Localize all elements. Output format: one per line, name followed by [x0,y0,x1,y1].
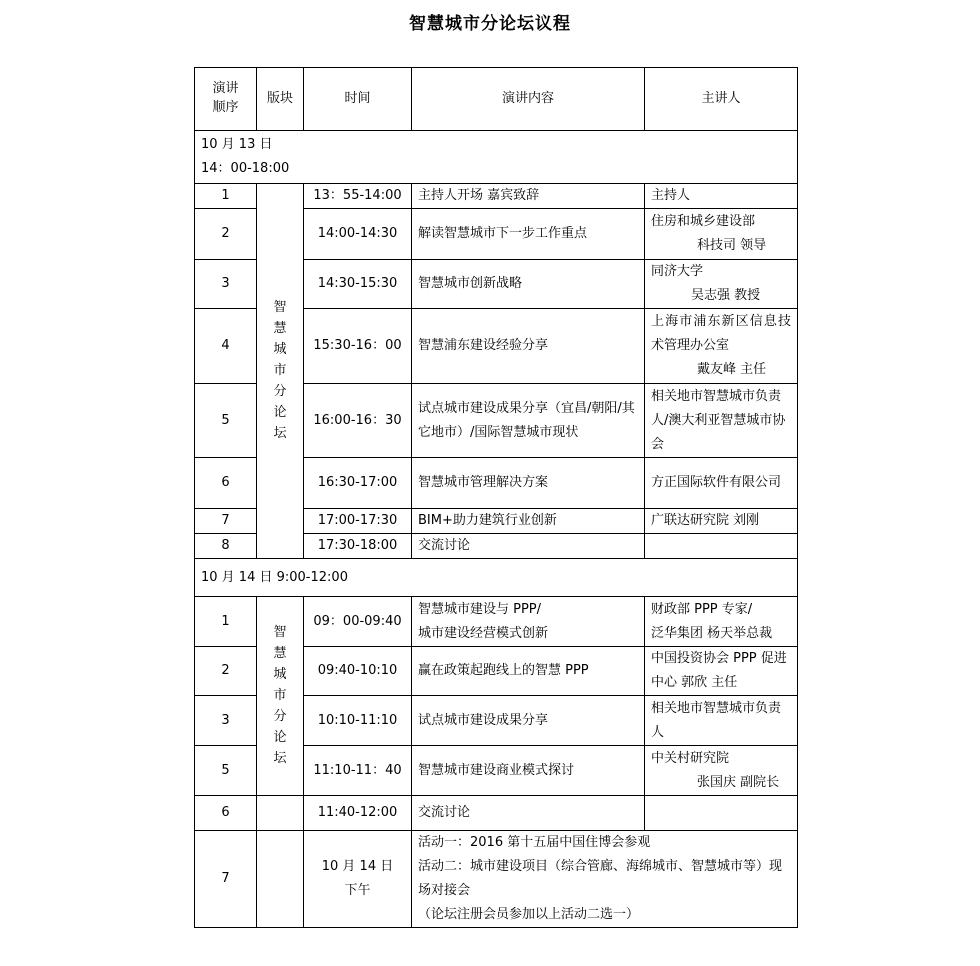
table-row: 6 11:40-12:00 交流讨论 [195,796,798,831]
header-section: 版块 [257,68,304,131]
table-row: 4 15:30-16：00 智慧浦东建设经验分享 上海市浦东新区信息技术管理办公室 戴友峰 主任 [195,309,798,384]
table-row: 1 智慧城市分论坛 09：00-09:40 智慧城市建设与 PPP/ 城市建设经营模式创新 财政部 PPP 专家/ 泛华集团 杨天举总裁 [195,597,798,647]
day2-date: 10 月 14 日 9:00-12:00 [195,559,798,597]
agenda-table [194,67,798,928]
day2-date-row [195,559,798,597]
day2-section-cell [257,597,304,796]
table-row: 3 14:30-15:30 智慧城市创新战略 同济大学 吴志强 教授 [195,260,798,309]
header-order: 演讲顺序 [195,68,257,131]
page-title: 智慧城市分论坛议程 [409,14,571,34]
day2-section-label: 智慧城市分论坛 [273,624,287,766]
activity-cell: 活动一：2016 第十五届中国住博会参观 活动二：城市建设项目（综合管廊、海绵城市、智慧城市等）现场对接会 （论坛注册会员参加以上活动二选一） [412,831,798,928]
header-speaker: 主讲人 [645,68,798,131]
table-row: 5 11:10-11：40 智慧城市建设商业模式探讨 中关村研究院 张国庆 副院长 [195,746,798,796]
day1-section-cell [257,184,304,559]
table-header-row [195,68,798,131]
day1-date: 10 月 13 日 [201,137,273,152]
table-row: 6 16:30-17:00 智慧城市管理解决方案 方正国际软件有限公司 [195,458,798,509]
table-row: 8 17:30-18:00 交流讨论 [195,534,798,559]
day1-time: 14：00-18:00 [201,161,290,176]
table-row: 2 14:00-14:30 解读智慧城市下一步工作重点 住房和城乡建设部 科技司 领导 [195,209,798,260]
table-row: 1 智慧城市分论坛 13：55-14:00 主持人开场 嘉宾致辞 主持人 [195,184,798,209]
table-row: 2 09:40-10:10 赢在政策起跑线上的智慧 PPP 中国投资协会 PPP 促进中心 郭欣 主任 [195,647,798,696]
day1-date-row [195,131,798,184]
header-content: 演讲内容 [412,68,645,131]
activity-row: 7 10 月 14 日 下午 活动一：2016 第十五届中国住博会参观 活动二：城市建设项目（综合管廊、海绵城市、智慧城市等）现场对接会 （论坛注册会员参加以上活动二选一） [195,831,798,928]
table-row: 5 16:00-16：30 试点城市建设成果分享（宜昌/朝阳/其它地市）/国际智慧城市现状 相关地市智慧城市负责人/澳大利亚智慧城市协会 [195,384,798,458]
table-row: 3 10:10-11:10 试点城市建设成果分享 相关地市智慧城市负责人 [195,696,798,746]
day1-section-label: 智慧城市分论坛 [273,299,287,441]
table-row: 7 17:00-17:30 BIM+助力建筑行业创新 广联达研究院 刘刚 [195,509,798,534]
header-time: 时间 [304,68,412,131]
